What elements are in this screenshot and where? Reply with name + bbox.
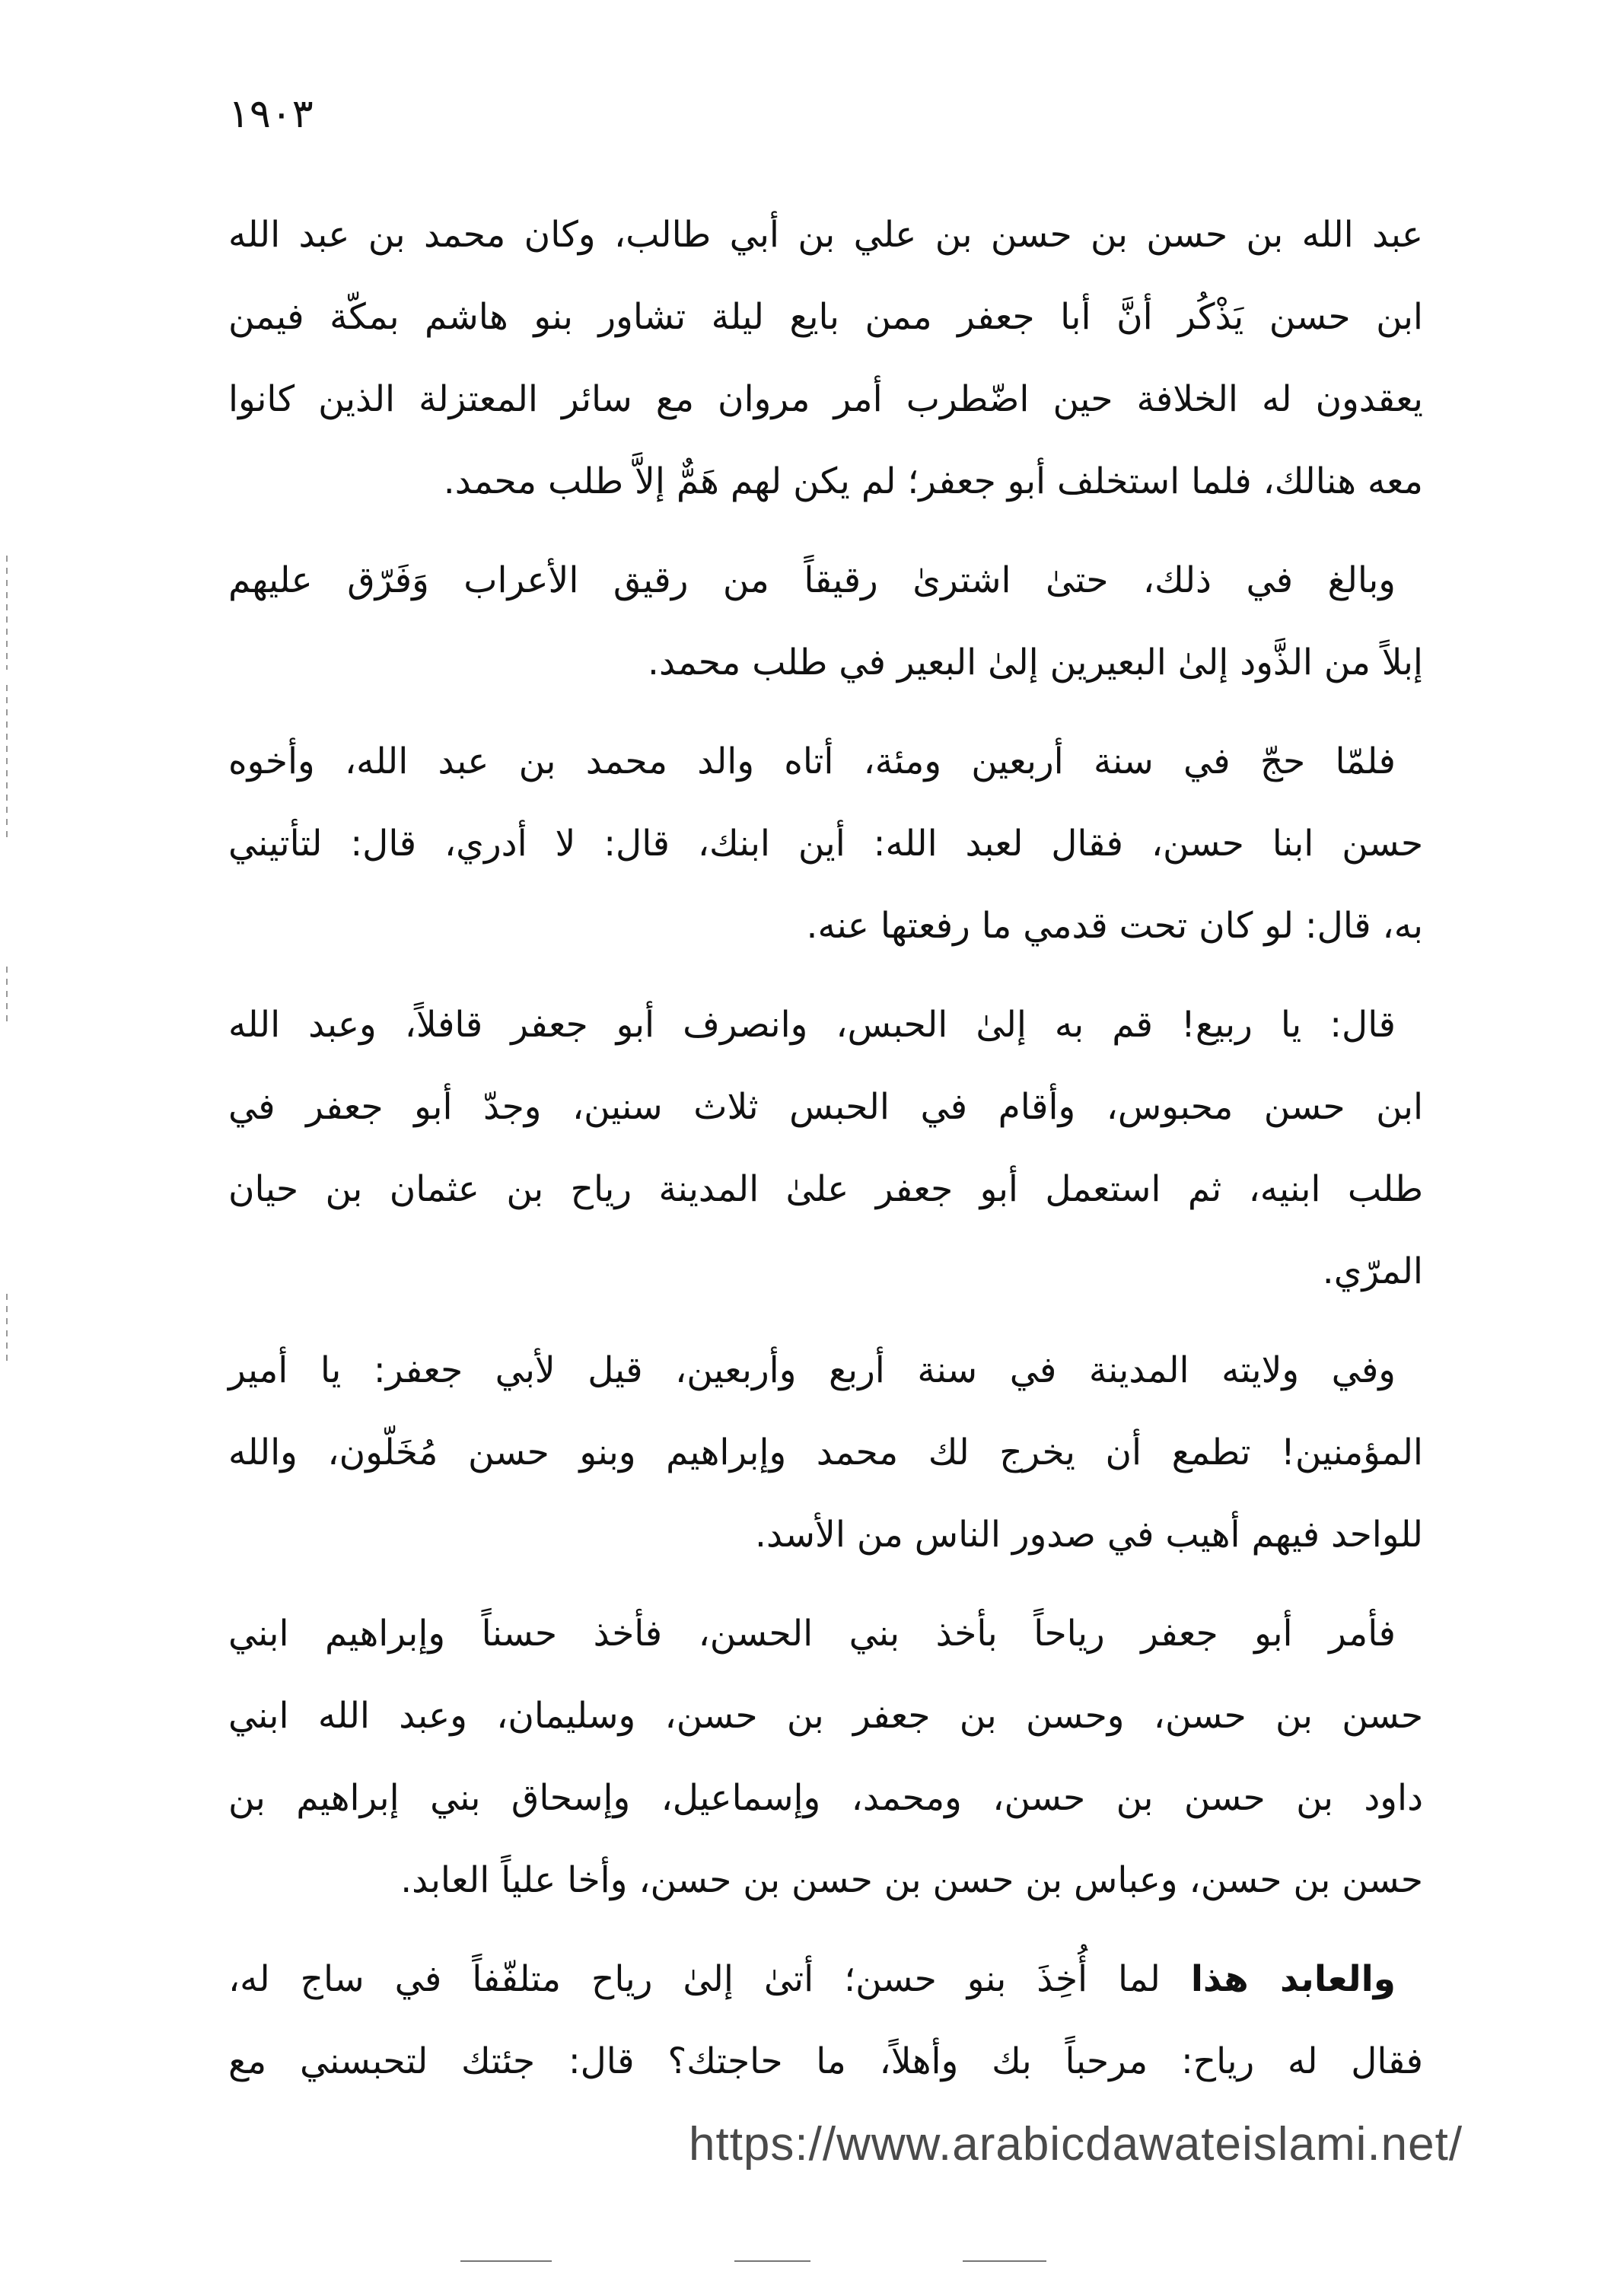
text-line: قال: يا ربيع! قم به إلىٰ الحبس، وانصرف أبو جعفر قافلاً، وعبد الله <box>228 1004 1396 1046</box>
bold-lead-text: والعابد هذا <box>1190 1958 1396 2000</box>
paragraph <box>228 194 1423 523</box>
text-line: عبد الله بن حسن بن حسن بن علي بن أبي طالب، وكان محمد بن عبد الله <box>228 214 1423 256</box>
text-line: المرّي. <box>1322 1250 1423 1292</box>
text-line: فأمر أبو جعفر رياحاً بأخذ بني الحسن، فأخذ حسناً وإبراهيم ابني <box>228 1613 1396 1655</box>
paragraph <box>228 1938 1423 2103</box>
text-line: داود بن حسن بن حسن، ومحمد، وإسماعيل، وإسحاق بني إبراهيم بن <box>228 1777 1423 1819</box>
text-line: فلمّا حجّ في سنة أربعين ومئة، أتاه والد محمد بن عبد الله، وأخوه <box>228 741 1396 782</box>
text-line: للواحد فيهم أهيب في صدور الناس من الأسد. <box>755 1514 1423 1556</box>
scan-margin-mark <box>6 685 8 837</box>
text-line: ابن حسن محبوس، وأقام في الحبس ثلاث سنين، وجدّ أبو جعفر في <box>228 1086 1423 1128</box>
paragraph <box>228 984 1423 1313</box>
scan-bottom-rule <box>734 2260 810 2262</box>
text-line: حسن بن حسن، وعباس بن حسن بن حسن بن حسن، وأخا علياً العابد. <box>400 1859 1423 1901</box>
page-number: ١٩٠٣ <box>228 91 314 137</box>
scan-margin-mark <box>6 967 8 1027</box>
scan-margin-mark <box>6 556 8 670</box>
paragraph <box>228 721 1423 967</box>
text-line: حسن بن حسن، وحسن بن جعفر بن حسن، وسليمان، وعبد الله ابني <box>228 1695 1423 1737</box>
paragraph <box>228 1593 1423 1922</box>
text-line: ابن حسن يَذْكُر أنَّ أبا جعفر ممن بايع ليلة تشاور بنو هاشم بمكّة فيمن <box>228 296 1423 338</box>
text-line: إبلاً من الذَّود إلىٰ البعيرين إلىٰ البعير في طلب محمد. <box>648 642 1423 683</box>
text-line: يعقدون له الخلافة حين اضّطرب أمر مروان مع سائر المعتزلة الذين كانوا <box>228 378 1423 420</box>
text-line: به، قال: لو كان تحت قدمي ما رفعتها عنه. <box>806 905 1423 947</box>
text-line: وبالغ في ذلك، حتىٰ اشترىٰ رقيقاً من رقيق الأعراب وَفَرّق عليهم <box>228 559 1396 601</box>
text-line: حسن ابنا حسن، فقال لعبد الله: أين ابنك، قال: لا أدري، قال: لتأتيني <box>228 823 1423 865</box>
scan-margin-mark <box>6 1294 8 1362</box>
watermark-url: https://www.arabicdawateislami.net/ <box>689 2118 1463 2171</box>
text-line-rest: لما أُخِذَ بنو حسن؛ أتىٰ إلىٰ رياح متلفّفاً في ساج له، <box>228 1958 1191 2000</box>
text-line: المؤمنين! تطمع أن يخرج لك محمد وإبراهيم وبنو حسن مُخَلّون، والله <box>228 1432 1423 1473</box>
paragraph <box>228 540 1423 704</box>
paragraph <box>228 1330 1423 1576</box>
text-body <box>228 194 1423 2120</box>
text-line <box>228 1938 1423 2021</box>
scan-bottom-rule <box>963 2260 1046 2262</box>
scan-bottom-rule <box>460 2260 552 2262</box>
text-line: وفي ولايته المدينة في سنة أربع وأربعين، قيل لأبي جعفر: يا أمير <box>228 1349 1396 1391</box>
text-line: معه هنالك، فلما استخلف أبو جعفر؛ لم يكن لهم هَمٌّ إلاَّ طلب محمد. <box>443 460 1423 502</box>
text-line: طلب ابنيه، ثم استعمل أبو جعفر علىٰ المدينة رياح بن عثمان بن حيان <box>228 1168 1423 1210</box>
text-line: فقال له رياح: مرحباً بك وأهلاً، ما حاجتك؟ قال: جئتك لتحبسني مع <box>228 2040 1423 2082</box>
